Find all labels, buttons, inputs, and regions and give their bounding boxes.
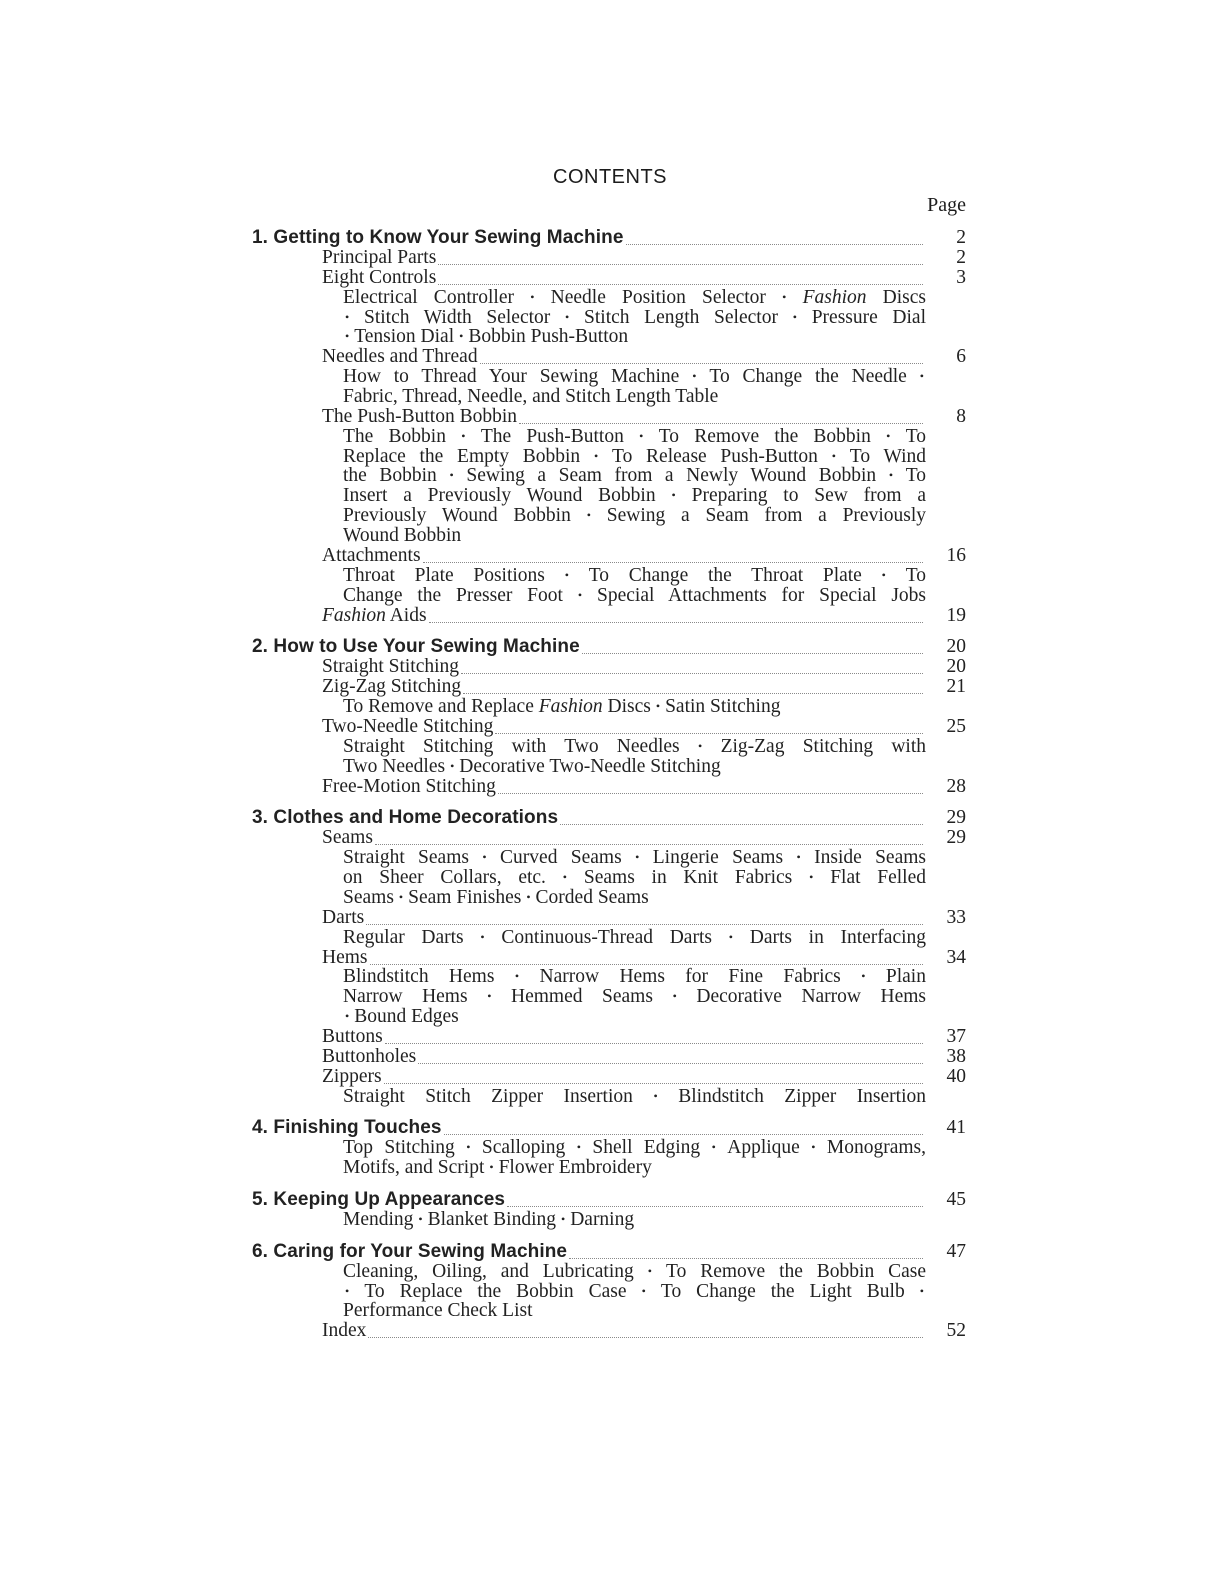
section-title: 4. Finishing Touches bbox=[252, 1117, 442, 1139]
toc-subtopics bbox=[0, 888, 1223, 908]
entry-title: Seams bbox=[322, 827, 373, 849]
bullet-separator: • bbox=[395, 889, 407, 904]
toc-subtopics bbox=[0, 486, 1223, 506]
dot-leader bbox=[498, 792, 923, 794]
subtopic-text: Straight Seams • Curved Seams • Lingerie Seams • Inside Seams bbox=[343, 847, 927, 869]
toc-subtopics bbox=[0, 987, 1223, 1007]
subtopic-text: • Bound Edges bbox=[345, 1006, 459, 1028]
entry-title: Needles and Thread bbox=[322, 346, 478, 368]
toc-entry bbox=[0, 1067, 1223, 1087]
toc-entry bbox=[0, 657, 1223, 677]
page-number: 20 bbox=[946, 636, 966, 658]
page-number: 8 bbox=[956, 405, 966, 427]
dot-leader bbox=[375, 843, 923, 845]
toc-subtopics bbox=[0, 1262, 1223, 1282]
bullet-separator: • bbox=[872, 428, 904, 443]
subtopic-text: Performance Check List bbox=[343, 1300, 533, 1322]
toc-section bbox=[0, 228, 1223, 248]
page-number: 16 bbox=[946, 544, 966, 566]
subtopic-text: Straight Stitch Zipper Insertion • Blindstitch Zipper Insertion bbox=[343, 1085, 927, 1107]
entry-title: Index bbox=[322, 1320, 367, 1342]
dot-leader bbox=[507, 1205, 923, 1207]
toc-subtopics bbox=[0, 737, 1223, 757]
toc-entry bbox=[0, 1027, 1223, 1047]
subtopic-text: Replace the Empty Bobbin • To Release Push-Button • To Wind bbox=[343, 445, 926, 467]
dot-leader bbox=[495, 732, 923, 734]
dot-leader bbox=[370, 963, 924, 965]
dot-leader bbox=[480, 362, 923, 364]
subtopic-text: Straight Stitching with Two Needles • Zig-Zag Stitching with bbox=[343, 735, 927, 757]
bullet-separator: • bbox=[486, 1160, 497, 1175]
bullet-separator: • bbox=[558, 1211, 569, 1226]
toc-subtopics bbox=[0, 526, 1223, 546]
bullet-separator: • bbox=[567, 1140, 591, 1155]
dot-leader bbox=[519, 422, 923, 424]
toc-subtopics bbox=[0, 327, 1223, 347]
toc-entry bbox=[0, 908, 1223, 928]
subtopic-text: Throat Plate Positions • To Change the Throat Plate • To bbox=[343, 564, 927, 586]
toc-subtopics bbox=[0, 967, 1223, 987]
subtopic-text: the Bobbin • Sewing a Seam from a Newly Wound Bobbin • To bbox=[343, 465, 927, 487]
bullet-separator: • bbox=[564, 587, 596, 602]
toc-subtopics bbox=[0, 1282, 1223, 1302]
bullet-separator: • bbox=[878, 468, 904, 483]
toc-subtopics bbox=[0, 367, 1223, 387]
section-title: 3. Clothes and Home Decorations bbox=[252, 807, 559, 829]
page-number: 47 bbox=[946, 1240, 966, 1262]
subtopic-text: Cleaning, Oiling, and Lubricating • To Remove the Bobbin Case bbox=[343, 1260, 927, 1282]
bullet-separator: • bbox=[552, 309, 583, 324]
subtopic-text: on Sheer Collars, etc. • Seams in Knit Fabrics • Flat Felled bbox=[343, 867, 927, 888]
subtopic-text: Narrow Hems • Hemmed Seams • Decorative Narrow Hems bbox=[343, 986, 926, 1008]
bullet-separator: • bbox=[345, 329, 353, 344]
toc-entry bbox=[0, 407, 1223, 427]
subtopic-text: Seams • Seam Finishes • Corded Seams bbox=[343, 886, 649, 908]
page-number: 6 bbox=[956, 346, 966, 368]
bullet-separator: • bbox=[345, 309, 362, 324]
subtopic-text: To Remove and Replace Fashion Discs • Satin Stitching bbox=[343, 696, 781, 717]
page-number: 19 bbox=[946, 604, 966, 626]
page-number: 38 bbox=[946, 1045, 966, 1067]
bullet-separator: • bbox=[465, 929, 500, 944]
toc-subtopics bbox=[0, 1087, 1223, 1107]
bullet-separator: • bbox=[456, 329, 467, 344]
toc-section bbox=[0, 1242, 1223, 1262]
toc-section bbox=[0, 637, 1223, 657]
toc-subtopics bbox=[0, 848, 1223, 868]
bullet-separator: • bbox=[635, 1263, 665, 1278]
toc-subtopics bbox=[0, 757, 1223, 777]
toc-subtopics bbox=[0, 586, 1223, 606]
bullet-separator: • bbox=[438, 468, 465, 483]
entry-title: The Push-Button Bobbin bbox=[322, 405, 518, 427]
bullet-separator: • bbox=[657, 488, 690, 503]
toc-subtopics bbox=[0, 928, 1223, 948]
dot-leader bbox=[438, 263, 923, 265]
page-number: 20 bbox=[946, 656, 966, 678]
bullet-separator: • bbox=[681, 369, 708, 384]
page-number: 25 bbox=[946, 715, 966, 737]
bullet-separator: • bbox=[456, 1140, 480, 1155]
subtopic-text: Blindstitch Hems • Narrow Hems for Fine Fabrics • Plain bbox=[343, 966, 926, 988]
section-title: 2. How to Use Your Sewing Machine bbox=[252, 636, 580, 658]
toc-section bbox=[0, 1118, 1223, 1138]
page-number: 52 bbox=[946, 1320, 966, 1342]
page-number: 28 bbox=[946, 775, 966, 797]
page-number: 3 bbox=[956, 266, 966, 288]
bullet-separator: • bbox=[908, 369, 925, 384]
entry-title: Two-Needle Stitching bbox=[322, 715, 494, 737]
toc-subtopics bbox=[0, 288, 1223, 308]
toc-entry bbox=[0, 546, 1223, 566]
page-number: 33 bbox=[946, 906, 966, 928]
dot-leader bbox=[560, 823, 923, 825]
subtopic-text: Wound Bobbin bbox=[343, 525, 462, 547]
section-title: 1. Getting to Know Your Sewing Machine bbox=[252, 227, 624, 248]
entry-title: Hems bbox=[322, 946, 368, 968]
bullet-separator: • bbox=[625, 428, 657, 443]
bullet-separator: • bbox=[767, 289, 801, 304]
subtopic-text: • To Replace the Bobbin Case • To Change the Light Bulb • bbox=[345, 1280, 925, 1302]
page-number: 29 bbox=[946, 807, 966, 829]
dot-leader bbox=[423, 561, 923, 563]
subtopic-text: The Bobbin • The Push-Button • To Remove the Bobbin • To bbox=[343, 425, 927, 447]
toc-subtopics bbox=[0, 1138, 1223, 1158]
page-number: 21 bbox=[946, 676, 966, 698]
toc-entry bbox=[0, 828, 1223, 848]
page-title: CONTENTS bbox=[553, 166, 667, 188]
dot-leader bbox=[368, 1336, 923, 1338]
toc-entry bbox=[0, 677, 1223, 697]
toc-subtopics bbox=[0, 1301, 1223, 1321]
dot-leader bbox=[444, 1133, 923, 1135]
page-number: 29 bbox=[946, 827, 966, 849]
bullet-separator: • bbox=[523, 889, 534, 904]
toc-entry bbox=[0, 717, 1223, 737]
bullet-separator: • bbox=[819, 448, 848, 463]
bullet-separator: • bbox=[572, 508, 605, 523]
bullet-separator: • bbox=[515, 289, 549, 304]
entry-title: Zig-Zag Stitching bbox=[322, 676, 462, 698]
entry-title: Eight Controls bbox=[322, 266, 437, 288]
toc-subtopics bbox=[0, 1158, 1223, 1178]
toc-entry bbox=[0, 268, 1223, 288]
toc-entry bbox=[0, 1047, 1223, 1067]
toc-subtopics bbox=[0, 427, 1223, 447]
dot-leader bbox=[569, 1257, 923, 1259]
page-number: 2 bbox=[956, 227, 966, 248]
entry-title: Darts bbox=[322, 906, 365, 928]
subtopic-text: How to Thread Your Sewing Machine • To Change the Needle • bbox=[343, 366, 925, 388]
toc-entry bbox=[0, 248, 1223, 268]
bullet-separator: • bbox=[713, 929, 748, 944]
bullet-separator: • bbox=[702, 1140, 726, 1155]
dot-leader bbox=[463, 692, 923, 694]
entry-title: Straight Stitching bbox=[322, 656, 460, 678]
section-title: 6. Caring for Your Sewing Machine bbox=[252, 1240, 568, 1262]
bullet-separator: • bbox=[582, 448, 611, 463]
dot-leader bbox=[438, 283, 923, 285]
entry-title: Buttons bbox=[322, 1025, 383, 1047]
page-number: 2 bbox=[956, 246, 966, 268]
page-number: 41 bbox=[946, 1117, 966, 1139]
subtopic-text: Motifs, and Script • Flower Embroidery bbox=[343, 1157, 652, 1179]
subtopic-text: Fabric, Thread, Needle, and Stitch Length Table bbox=[343, 386, 719, 407]
bullet-separator: • bbox=[546, 567, 587, 582]
bullet-separator: • bbox=[469, 989, 510, 1004]
bullet-separator: • bbox=[634, 1088, 677, 1103]
bullet-separator: • bbox=[547, 870, 582, 884]
toc-subtopics bbox=[0, 308, 1223, 328]
bullet-separator: • bbox=[779, 309, 810, 324]
entry-title: Zippers bbox=[322, 1065, 382, 1087]
bullet-separator: • bbox=[794, 870, 829, 884]
subtopic-text: • Stitch Width Selector • Stitch Length Selector • Pressure Dial bbox=[345, 306, 926, 328]
bullet-separator: • bbox=[447, 758, 458, 773]
subtopic-text: Two Needles • Decorative Two-Needle Stitching bbox=[343, 755, 721, 777]
subtopic-text: Regular Darts • Continuous-Thread Darts • Darts in Interfacing bbox=[343, 926, 927, 948]
bullet-separator: • bbox=[623, 850, 651, 865]
bullet-separator: • bbox=[863, 567, 904, 582]
subtopic-text: • Tension Dial • Bobbin Push-Button bbox=[345, 326, 629, 348]
toc-subtopics bbox=[0, 697, 1223, 717]
bullet-separator: • bbox=[906, 1283, 925, 1298]
subtopic-text: Change the Presser Foot • Special Attachments for Special Jobs bbox=[343, 584, 926, 606]
toc-section bbox=[0, 808, 1223, 828]
toc-subtopics bbox=[0, 506, 1223, 526]
dot-leader bbox=[461, 672, 923, 674]
toc-entry bbox=[0, 777, 1223, 797]
toc-subtopics bbox=[0, 447, 1223, 467]
section-title: 5. Keeping Up Appearances bbox=[252, 1189, 506, 1210]
toc-entry bbox=[0, 1321, 1223, 1341]
toc-entry bbox=[0, 606, 1223, 626]
toc-subtopics bbox=[0, 387, 1223, 407]
bullet-separator: • bbox=[842, 969, 884, 984]
toc-entry bbox=[0, 948, 1223, 968]
bullet-separator: • bbox=[785, 850, 813, 865]
bullet-separator: • bbox=[801, 1140, 825, 1155]
subtopic-text: Insert a Previously Wound Bobbin • Preparing to Sew from a bbox=[343, 485, 927, 507]
dot-leader bbox=[582, 652, 923, 654]
toc-subtopics bbox=[0, 466, 1223, 486]
subtopic-text: Top Stitching • Scalloping • Shell Edging • Applique • Monograms, bbox=[343, 1137, 927, 1159]
entry-title: Attachments bbox=[322, 544, 421, 566]
entry-title: Buttonholes bbox=[322, 1045, 417, 1067]
bullet-separator: • bbox=[415, 1211, 426, 1226]
subtopic-text: Previously Wound Bobbin • Sewing a Seam from a Previously bbox=[343, 505, 926, 527]
page-number: 37 bbox=[946, 1025, 966, 1047]
dot-leader bbox=[429, 621, 923, 623]
page-column-label: Page bbox=[927, 194, 966, 216]
page-number: 34 bbox=[946, 946, 966, 968]
dot-leader bbox=[366, 923, 923, 925]
entry-title: Principal Parts bbox=[322, 246, 437, 268]
toc-subtopics bbox=[0, 1007, 1223, 1027]
bullet-separator: • bbox=[345, 1009, 353, 1024]
subtopic-text: Electrical Controller • Needle Position Selector • Fashion Discs bbox=[343, 286, 926, 308]
bullet-separator: • bbox=[654, 989, 695, 1004]
bullet-separator: • bbox=[652, 699, 664, 713]
bullet-separator: • bbox=[470, 850, 499, 865]
dot-leader bbox=[384, 1082, 923, 1084]
dot-leader bbox=[418, 1062, 923, 1064]
dot-leader bbox=[626, 243, 923, 245]
bullet-separator: • bbox=[345, 1283, 363, 1298]
toc-subtopics bbox=[0, 1210, 1223, 1230]
bullet-separator: • bbox=[447, 428, 479, 443]
entry-title: Fashion Aids bbox=[322, 604, 427, 626]
dot-leader bbox=[385, 1042, 923, 1044]
entry-title: Free-Motion Stitching bbox=[322, 775, 496, 797]
bullet-separator: • bbox=[628, 1283, 659, 1298]
bullet-separator: • bbox=[496, 969, 538, 984]
toc-entry bbox=[0, 347, 1223, 367]
subtopic-text: Mending • Blanket Binding • Darning bbox=[343, 1208, 635, 1230]
bullet-separator: • bbox=[681, 738, 719, 753]
toc-subtopics bbox=[0, 566, 1223, 586]
page-number: 45 bbox=[946, 1189, 966, 1210]
toc-section bbox=[0, 1190, 1223, 1210]
toc-subtopics bbox=[0, 868, 1223, 888]
page-number: 40 bbox=[946, 1065, 966, 1087]
